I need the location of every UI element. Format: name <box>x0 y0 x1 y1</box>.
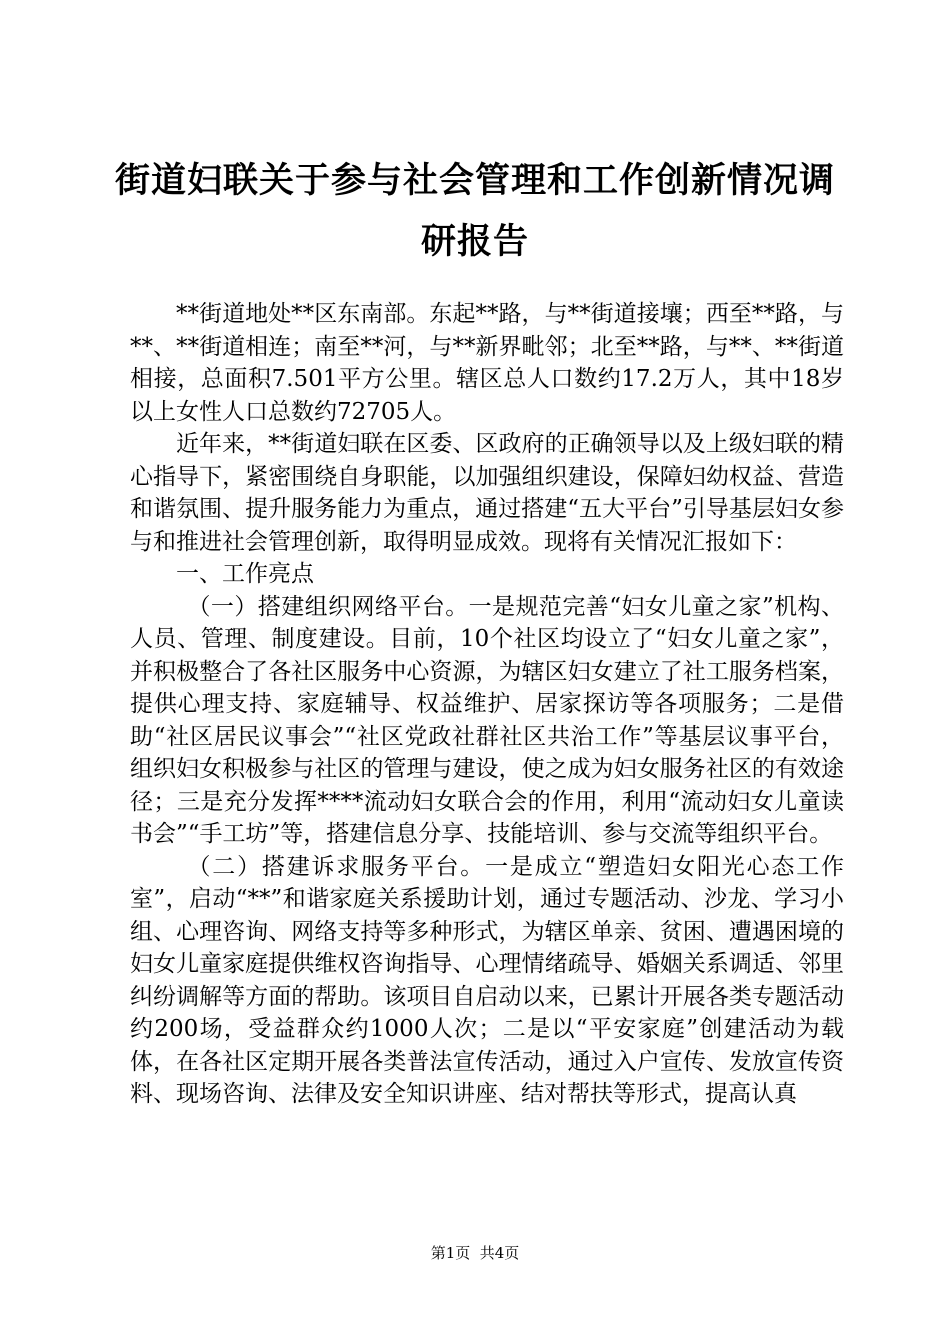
paragraph-service-platform: （二）搭建诉求服务平台。一是成立“塑造妇女阳光心态工作室”，启动“**”和谐家庭关系援助计划，通过专题活动、沙龙、学习小组、心理咨询、网络支持等多种形式，为辖区单亲、贫困、遭遇困境的妇女儿童家庭提供维权咨询指导、心理情绪疏导、婚姻关系调适、邻里纠纷调解等方面的帮助。该项目自启动以来，已累计开展各类专题活动约200场，受益群众约1000人次；二是以“平安家庭”创建活动为载体，在各社区定期开展各类普法宣传活动，通过入户宣传、发放宣传资料、现场咨询、法律及安全知识讲座、结对帮扶等形式，提高认真 <box>130 853 844 1107</box>
document-title-line-1: 街道妇联关于参与社会管理和工作创新情况调 <box>114 160 835 201</box>
page-footer: 第1页 共4页 <box>430 1244 520 1262</box>
paragraph-location: **街道地处**区东南部。东起**路，与**街道接壤；西至**路，与**、**街道相连；南至**河，与**新界毗邻；北至**路，与**、**街道相接，总面积7.501平方公里。辖区总人口数约17.2万人，其中18岁以上女性人口总数约72705人。 <box>130 301 844 425</box>
document-body <box>130 298 844 1111</box>
paragraph-organization-platform: （一）搭建组织网络平台。一是规范完善“妇女儿童之家”机构、人员、管理、制度建设。目前，10个社区均设立了“妇女儿童之家”，并积极整合了各社区服务中心资源，为辖区妇女建立了社工服务档案，提供心理支持、家庭辅导、权益维护、居家探访等各项服务；二是借助“社区居民议事会”“社区党政社群社区共治工作”等基层议事平台，组织妇女积极参与社区的管理与建设，使之成为妇女服务社区的有效途径；三是充分发挥****流动妇女联合会的作用，利用“流动妇女儿童读书会”“手工坊”等，搭建信息分享、技能培训、参与交流等组织平台。 <box>130 593 844 847</box>
paragraph-intro: 近年来，**街道妇联在区委、区政府的正确领导以及上级妇联的精心指导下，紧密围绕自身职能，以加强组织建设，保障妇幼权益、营造和谐氛围、提升服务能力为重点，通过搭建“五大平台”引导基层妇女参与和推进社会管理创新，取得明显成效。现将有关情况汇报如下： <box>130 431 844 555</box>
document-title-line-2: 研报告 <box>420 221 529 262</box>
section-heading-highlights: 一、工作亮点 <box>176 561 314 587</box>
